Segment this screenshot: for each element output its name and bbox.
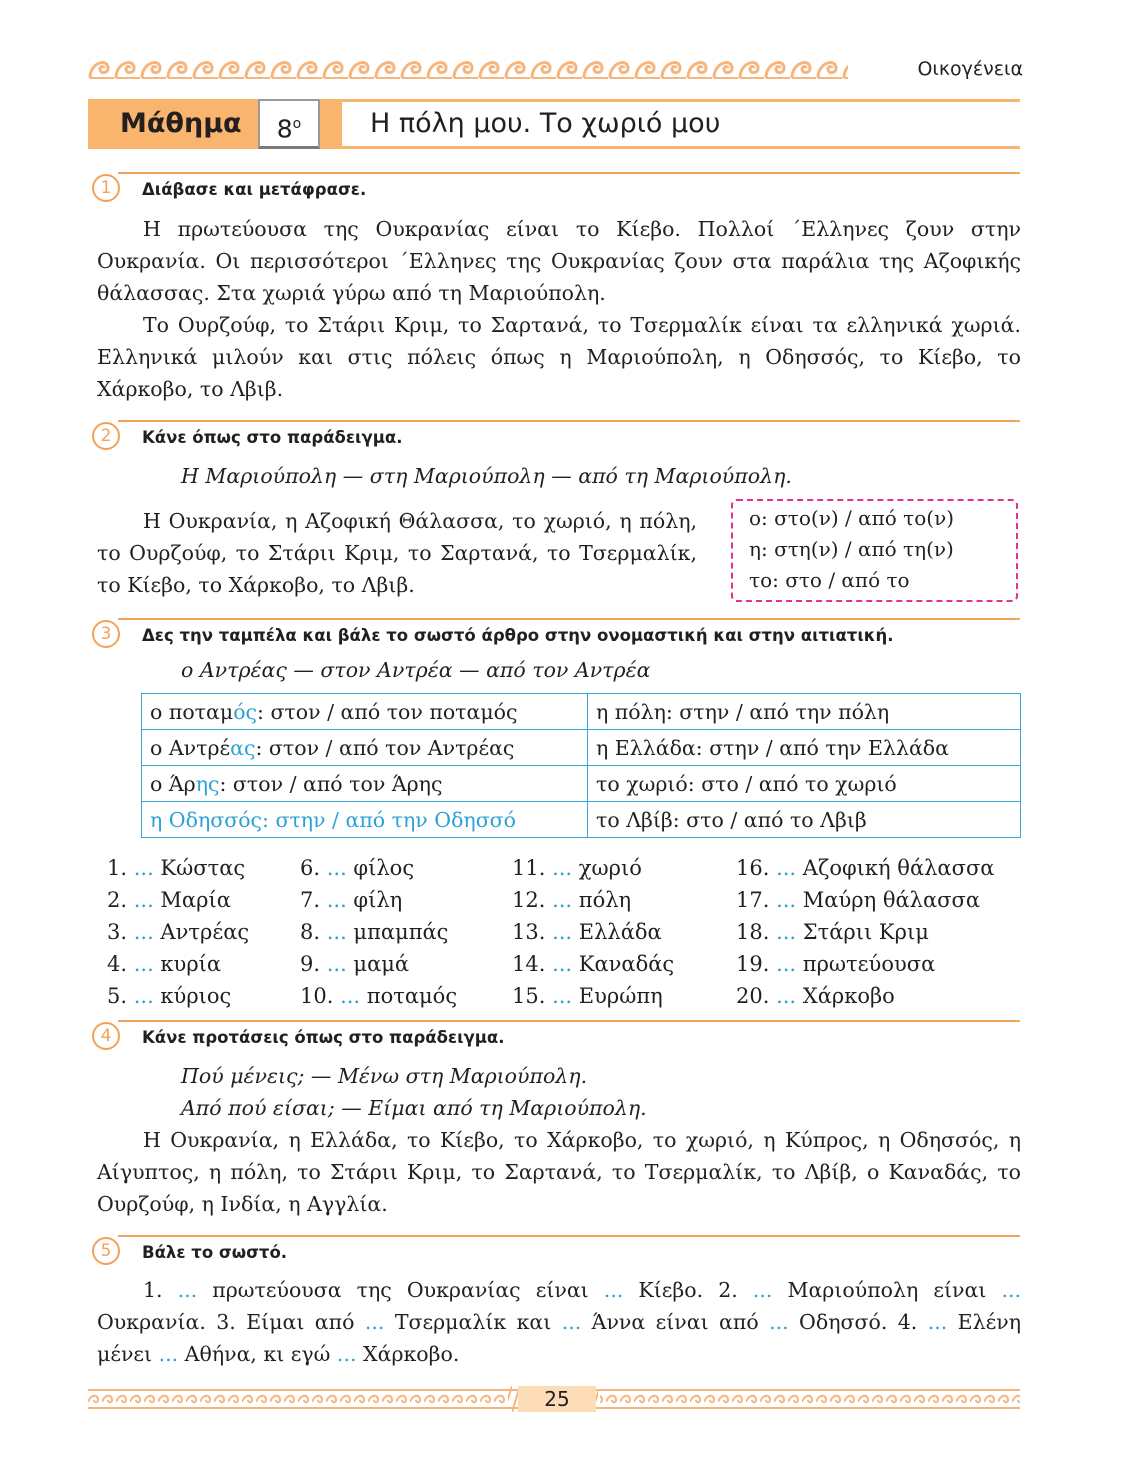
blank-placeholder: ... <box>776 856 797 880</box>
exercise-3-example: ο Αντρέας — στον Αντρέα — από τον Αντρέα <box>181 658 651 682</box>
exercise-instruction: Δες την ταμπέλα και βάλε το σωστό άρθρο στην ονομαστική και στην αιτιατική. <box>142 626 894 645</box>
rule-feminine: η: στη(ν) / από τη(ν) <box>749 537 954 561</box>
article-table <box>141 693 1021 838</box>
list-item: 19. ... πρωτεύουσα <box>736 952 936 976</box>
list-item: 4. ... κυρία <box>107 952 222 976</box>
table-row <box>142 730 1021 766</box>
exercise-2-paragraph: Η Ουκρανία, η Αζοφική Θάλασσα, το χωριό, η πόλη, το Ουρζούφ, το Στάριι Κριμ, το Σαρτανά, το Τσερμαλίκ, το Κίεβο, το Χάρκοβο, το Λβιβ. <box>97 509 697 597</box>
blank-placeholder: ... <box>552 856 573 880</box>
blank-placeholder: ... <box>1001 1278 1021 1302</box>
lesson-label: Μάθημα <box>88 99 258 149</box>
list-item: 2. ... Μαρία <box>107 888 231 912</box>
list-item: 20. ... Χάρκοβο <box>736 984 895 1008</box>
list-item: 15. ... Ευρώπη <box>512 984 663 1008</box>
blank-placeholder: ... <box>769 1310 789 1334</box>
blank-placeholder: ... <box>336 1342 357 1366</box>
table-cell: η Οδησσός: στην / από την Οδησσό <box>142 802 588 838</box>
blank-placeholder: ... <box>603 1278 624 1302</box>
exercise-5-header <box>92 1235 1020 1265</box>
exercise-2-example: Η Μαριούπολη — στη Μαριούπολη — από τη Μαριούπολη. <box>181 464 792 488</box>
blank-placeholder: ... <box>552 920 573 944</box>
blank-placeholder: ... <box>552 952 573 976</box>
blank-placeholder: ... <box>326 952 347 976</box>
page-number: 25 <box>544 1387 570 1411</box>
blank-placeholder: ... <box>326 856 347 880</box>
list-item: 18. ... Στάριι Κριμ <box>736 920 929 944</box>
rule-masculine: ο: στο(ν) / από το(ν) <box>749 506 955 530</box>
table-cell: ο ποταμός: στον / από τον ποταμός <box>142 694 588 730</box>
blank-placeholder: ... <box>133 984 154 1008</box>
table-cell: το Λβίβ: στο / από το Λβιβ <box>588 802 1021 838</box>
blank-placeholder: ... <box>133 856 154 880</box>
exercise-1-header <box>92 172 1020 202</box>
list-item: 11. ... χωριό <box>512 856 642 880</box>
blank-placeholder: ... <box>776 888 797 912</box>
exercise-instruction: Διάβασε και μετάφρασε. <box>142 180 367 199</box>
blank-placeholder: ... <box>158 1342 179 1366</box>
blank-placeholder: ... <box>552 888 573 912</box>
exercise-instruction: Κάνε όπως στο παράδειγμα. <box>142 428 403 447</box>
blank-placeholder: ... <box>133 952 154 976</box>
list-item: 12. ... πόλη <box>512 888 632 912</box>
lesson-header-spacer <box>320 99 342 149</box>
list-item: 10. ... ποταμός <box>300 984 458 1008</box>
blank-placeholder: ... <box>776 952 797 976</box>
exercise-4-example-1: Πού μένεις; — Μένω στη Μαριούπολη. <box>181 1064 588 1088</box>
table-row <box>142 766 1021 802</box>
blank-placeholder: ... <box>552 984 573 1008</box>
table-cell: η πόλη: στην / από την πόλη <box>588 694 1021 730</box>
exercise-4-example-2: Από πού είσαι; — Είμαι από τη Μαριούπολη. <box>181 1096 647 1120</box>
list-item: 13. ... Ελλάδα <box>512 920 662 944</box>
list-item: 5. ... κύριος <box>107 984 232 1008</box>
table-row <box>142 694 1021 730</box>
rule-neuter: το: στο / από το <box>749 568 910 592</box>
chapter-title: Οικογένεια <box>917 58 1023 80</box>
lesson-header <box>88 99 1020 149</box>
blank-placeholder: ... <box>326 920 347 944</box>
table-cell: η Ελλάδα: στην / από την Ελλάδα <box>588 730 1021 766</box>
list-item: 1. ... Κώστας <box>107 856 246 880</box>
exercise-instruction: Κάνε προτάσεις όπως στο παράδειγμα. <box>142 1028 505 1047</box>
list-item: 7. ... φίλη <box>300 888 403 912</box>
blank-placeholder: ... <box>927 1310 948 1334</box>
exercise-5-paragraph: 1. ... πρωτεύουσα της Ουκρανίας είναι ... Κίεβο. 2. ... Μαριούπολη είναι ... Ουκρανία. 3. Είμαι από ... Τσερμαλίκ και ... Άννα είναι από ... Οδησσό. 4. ... Ελένη μένει ... Αθήνα, κι εγώ ... Χάρκοβο. <box>97 1278 1021 1366</box>
blank-placeholder: ... <box>133 920 154 944</box>
exercise-2-header <box>92 420 1020 450</box>
table-cell: το χωριό: στο / από το χωριό <box>588 766 1021 802</box>
exercise-1-paragraph-2: Το Ουρζούφ, το Στάριι Κριμ, το Σαρτανά, το Τσερμαλίκ είναι τα ελληνικά χωριά. Ελληνικά μιλούν και στις πόλεις όπως η Μαριούπολη, η Οδησσός, το Κίεβο, το Χάρκοβο, το Λβιβ. <box>97 313 1021 401</box>
blank-placeholder: ... <box>340 984 361 1008</box>
article-rule-box <box>731 499 1018 602</box>
blank-placeholder: ... <box>561 1310 582 1334</box>
exercise-instruction: Βάλε το σωστό. <box>142 1243 288 1262</box>
list-item: 6. ... φίλος <box>300 856 415 880</box>
blank-placeholder: ... <box>776 984 797 1008</box>
exercise-number: 1 <box>92 174 120 202</box>
exercise-number: 5 <box>92 1237 120 1265</box>
exercise-3-header <box>92 618 1020 648</box>
exercise-number: 4 <box>92 1022 120 1050</box>
list-item: 9. ... μαμά <box>300 952 410 976</box>
exercise-4-header <box>92 1020 1020 1050</box>
exercise-number: 2 <box>92 422 120 450</box>
blank-placeholder: ... <box>326 888 347 912</box>
lesson-title: Η πόλη μου. Το χωριό μου <box>342 99 1020 149</box>
list-item: 8. ... μπαμπάς <box>300 920 449 944</box>
list-item: 16. ... Αζοφική θάλασσα <box>736 856 995 880</box>
blank-placeholder: ... <box>364 1310 385 1334</box>
blank-placeholder: ... <box>177 1278 198 1302</box>
blank-placeholder: ... <box>752 1278 773 1302</box>
blank-placeholder: ... <box>776 920 797 944</box>
blank-placeholder: ... <box>133 888 154 912</box>
table-row <box>142 802 1021 838</box>
exercise-1-paragraph-1: Η πρωτεύουσα της Ουκρανίας είναι το Κίεβο. Πολλοί ΄Ελληνες ζουν στην Ουκρανία. Οι περισσότεροι ΄Ελληνες της Ουκρανίας ζουν στα παράλια της Αζοφικής θάλασσας. Στα χωριά γύρω από τη Μαριούπολη. <box>97 217 1021 305</box>
table-cell: ο Αντρέας: στον / από τον Αντρέας <box>142 730 588 766</box>
list-item: 17. ... Μαύρη θάλασσα <box>736 888 981 912</box>
exercise-4-paragraph: Η Ουκρανία, η Ελλάδα, το Κίεβο, το Χάρκοβο, το χωριό, η Κύπρος, η Οδησσός, η Αίγυπτος, η πόλη, το Στάριι Κριμ, το Σαρτανά, το Τσερμαλίκ, το Λβίβ, ο Καναδάς, το Ουρζούφ, η Ινδία, η Αγγλία. <box>97 1128 1021 1216</box>
exercise-number: 3 <box>92 620 120 648</box>
lesson-number: $8^o$ <box>258 99 320 149</box>
list-item: 3. ... Αντρέας <box>107 920 250 944</box>
list-item: 14. ... Καναδάς <box>512 952 675 976</box>
table-cell: ο Άρης: στον / από τον Άρης <box>142 766 588 802</box>
top-ornament-border <box>88 52 848 84</box>
